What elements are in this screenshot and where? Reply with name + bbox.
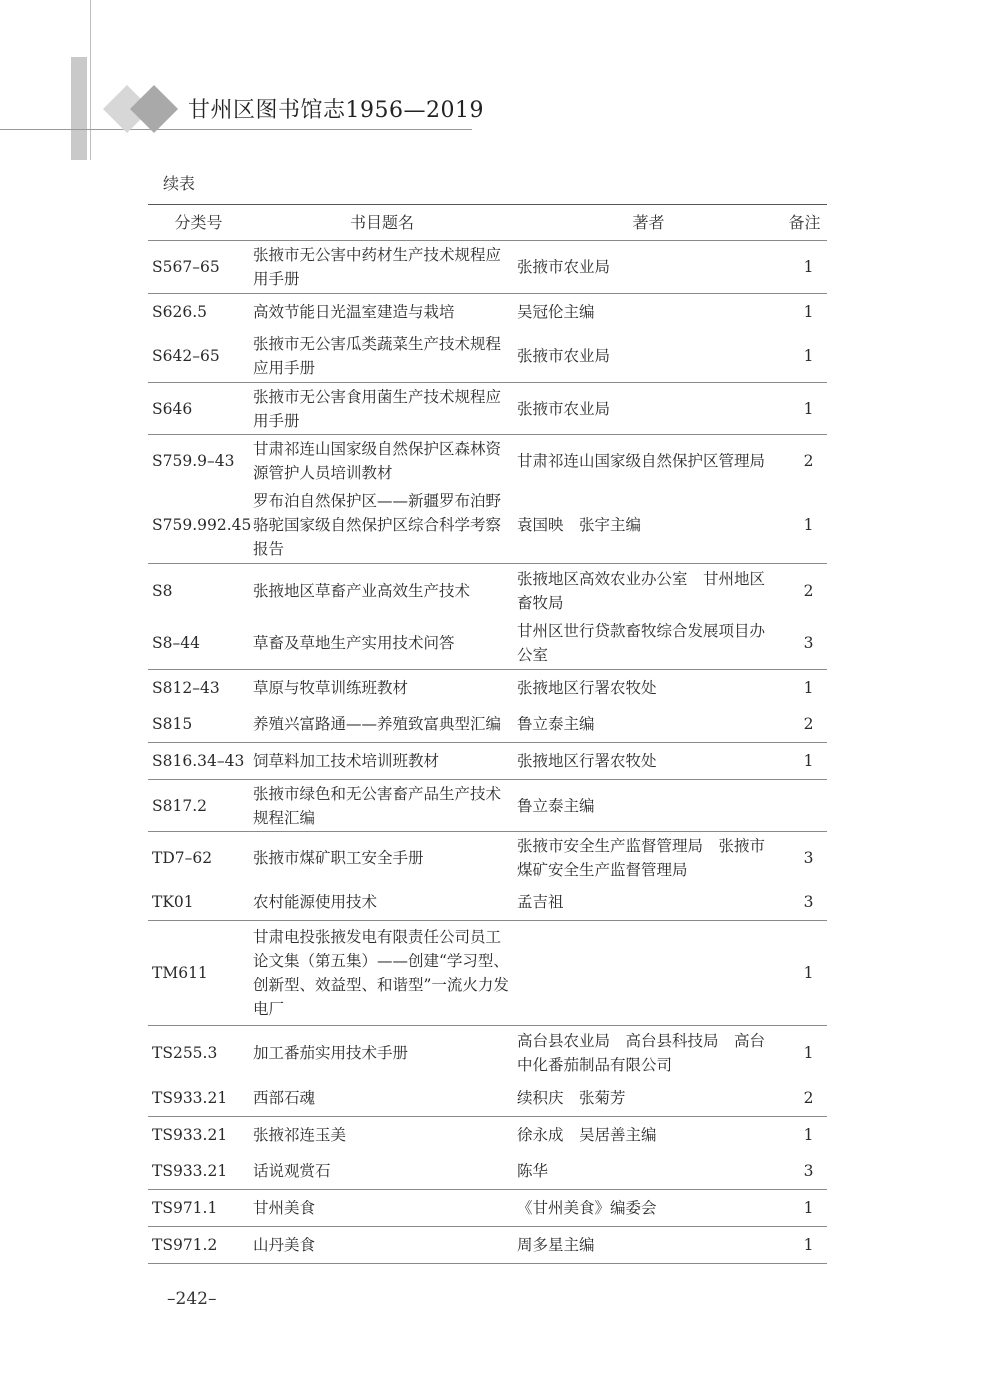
table-row xyxy=(148,1154,827,1190)
book-title-cell: 山丹美食 xyxy=(249,1227,515,1264)
class-number-cell: S8–44 xyxy=(152,634,200,653)
table-row xyxy=(148,780,827,832)
author-cell: 张掖地区行署农牧处 xyxy=(515,743,782,780)
book-title-cell: 草原与牧草训练班教材 xyxy=(249,670,515,706)
book-title-cell: 加工番茄实用技术手册 xyxy=(249,1026,515,1080)
book-title-cell: 张掖地区草畜产业高效生产技术 xyxy=(249,564,515,618)
table-row xyxy=(148,670,827,706)
author-cell: 张掖地区行署农牧处 xyxy=(515,670,782,706)
note-cell: 1 xyxy=(782,670,827,706)
class-number-cell: S815 xyxy=(152,714,193,733)
table-row xyxy=(148,1080,827,1117)
note-cell: 1 xyxy=(782,1190,827,1227)
author-cell: 吴冠伦主编 xyxy=(515,294,782,331)
author-cell: 袁国映 张宇主编 xyxy=(517,516,642,535)
class-number-cell: S642–65 xyxy=(152,347,220,366)
table-row xyxy=(148,706,827,743)
note-cell xyxy=(782,780,827,832)
book-title-cell: 西部石魂 xyxy=(253,1088,316,1107)
author-cell: 鲁立泰主编 xyxy=(515,780,782,832)
header-side-bar xyxy=(71,57,87,160)
author-cell: 张掖市农业局 xyxy=(515,241,782,294)
book-title-cell: 张掖祁连玉美 xyxy=(249,1117,515,1154)
class-number-cell: TS933.21 xyxy=(148,1117,249,1154)
header-book-title: 书目题名 xyxy=(249,205,515,241)
book-title-cell: 甘肃电投张掖发电有限责任公司员工论文集（第五集）——创建“学习型、创新型、效益型、和谐型”一流火力发电厂 xyxy=(249,921,515,1026)
note-cell: 1 xyxy=(782,1026,827,1080)
author-cell: 续积庆 张菊芳 xyxy=(517,1088,626,1107)
note-cell: 1 xyxy=(803,516,814,535)
table-row xyxy=(148,1227,827,1264)
table-row xyxy=(148,743,827,780)
table-row xyxy=(148,1190,827,1227)
class-number-cell: TM611 xyxy=(148,921,249,1026)
book-title-cell: 张掖市煤矿职工安全手册 xyxy=(249,832,515,885)
table-row xyxy=(148,488,827,564)
author-cell: 张掖市农业局 xyxy=(517,347,611,366)
note-cell: 3 xyxy=(803,893,814,912)
book-title-cell: 养殖兴富路通——养殖致富典型汇编 xyxy=(253,714,502,733)
book-title-cell: 甘肃祁连山国家级自然保护区森林资源管护人员培训教材 xyxy=(249,435,515,488)
class-number-cell: S817.2 xyxy=(148,780,249,832)
table-row xyxy=(148,331,827,383)
author-cell: 张掖地区高效农业办公室 甘州地区畜牧局 xyxy=(515,564,782,618)
table-row xyxy=(148,241,827,294)
table-row xyxy=(148,1026,827,1080)
author-cell: 陈华 xyxy=(517,1162,549,1181)
author-cell: 张掖市安全生产监督管理局 张掖市煤矿安全生产监督管理局 xyxy=(515,832,782,885)
book-title-cell: 甘州美食 xyxy=(249,1190,515,1227)
book-title: 甘州区图书馆志1956—2019 xyxy=(188,98,484,123)
author-cell: 甘州区世行贷款畜牧综合发展项目办公室 xyxy=(517,622,766,665)
book-title-cell: 罗布泊自然保护区——新疆罗布泊野骆驼国家级自然保护区综合科学考察报告 xyxy=(253,492,502,559)
note-cell: 2 xyxy=(803,1088,814,1107)
author-cell: 《甘州美食》编委会 xyxy=(515,1190,782,1227)
header-note: 备注 xyxy=(782,205,827,241)
note-cell: 3 xyxy=(782,832,827,885)
note-cell: 3 xyxy=(803,634,814,653)
class-number-cell: S567–65 xyxy=(148,241,249,294)
table-row xyxy=(148,921,827,1026)
class-number-cell: TS933.21 xyxy=(152,1162,228,1181)
note-cell: 2 xyxy=(803,714,814,733)
note-cell: 2 xyxy=(782,564,827,618)
note-cell: 2 xyxy=(782,435,827,488)
table-row xyxy=(148,832,827,885)
book-title-cell: 话说观赏石 xyxy=(253,1162,331,1181)
author-cell: 张掖市农业局 xyxy=(515,383,782,435)
class-number-cell: TK01 xyxy=(152,893,194,912)
note-cell: 1 xyxy=(782,921,827,1026)
author-cell: 周多星主编 xyxy=(515,1227,782,1264)
book-title-cell: 张掖市无公害瓜类蔬菜生产技术规程应用手册 xyxy=(253,335,502,378)
note-cell: 1 xyxy=(803,347,814,366)
table-header-row xyxy=(148,205,827,241)
class-number-cell: S646 xyxy=(148,383,249,435)
table-row xyxy=(148,435,827,488)
table-row xyxy=(148,618,827,670)
table-row xyxy=(148,1117,827,1154)
header-rule xyxy=(0,129,472,130)
table-row xyxy=(148,885,827,921)
class-number-cell: TS971.2 xyxy=(148,1227,249,1264)
note-cell: 1 xyxy=(782,1227,827,1264)
class-number-cell: TS971.1 xyxy=(148,1190,249,1227)
book-title-cell: 农村能源使用技术 xyxy=(253,893,378,912)
header-author: 著者 xyxy=(515,205,782,241)
book-title-cell: 张掖市绿色和无公害畜产品生产技术规程汇编 xyxy=(249,780,515,832)
class-number-cell: TS933.21 xyxy=(152,1088,228,1107)
class-number-cell: TD7–62 xyxy=(148,832,249,885)
header-diamond-dark-icon xyxy=(130,85,178,133)
book-title-cell: 张掖市无公害中药材生产技术规程应用手册 xyxy=(249,241,515,294)
class-number-cell: S8 xyxy=(148,564,249,618)
class-number-cell: S759.992.45 xyxy=(152,516,252,535)
class-number-cell: S759.9–43 xyxy=(148,435,249,488)
book-title-cell: 高效节能日光温室建造与栽培 xyxy=(249,294,515,331)
note-cell: 1 xyxy=(782,743,827,780)
table-row xyxy=(148,564,827,618)
note-cell: 1 xyxy=(782,1117,827,1154)
book-catalog-table xyxy=(148,204,827,1264)
class-number-cell: S626.5 xyxy=(148,294,249,331)
book-title-cell: 张掖市无公害食用菌生产技术规程应用手册 xyxy=(249,383,515,435)
table-row xyxy=(148,383,827,435)
book-title-cell: 饲草料加工技术培训班教材 xyxy=(249,743,515,780)
continued-table-label: 续表 xyxy=(163,174,196,193)
author-cell: 孟吉祖 xyxy=(517,893,564,912)
note-cell: 3 xyxy=(803,1162,814,1181)
page-number: –242– xyxy=(167,1289,217,1309)
class-number-cell: TS255.3 xyxy=(148,1026,249,1080)
note-cell: 1 xyxy=(782,294,827,331)
author-cell: 高台县农业局 高台县科技局 高台中化番茄制品有限公司 xyxy=(515,1026,782,1080)
author-cell: 鲁立泰主编 xyxy=(517,714,595,733)
author-cell: 徐永成 吴居善主编 xyxy=(515,1117,782,1154)
table-row xyxy=(148,294,827,331)
class-number-cell: S812–43 xyxy=(148,670,249,706)
author-cell xyxy=(515,921,782,1026)
header-vertical-rule xyxy=(90,0,91,160)
class-number-cell: S816.34–43 xyxy=(148,743,249,780)
note-cell: 1 xyxy=(782,241,827,294)
author-cell: 甘肃祁连山国家级自然保护区管理局 xyxy=(515,435,782,488)
note-cell: 1 xyxy=(782,383,827,435)
book-title-cell: 草畜及草地生产实用技术问答 xyxy=(253,634,455,653)
header-class-number: 分类号 xyxy=(148,205,249,241)
